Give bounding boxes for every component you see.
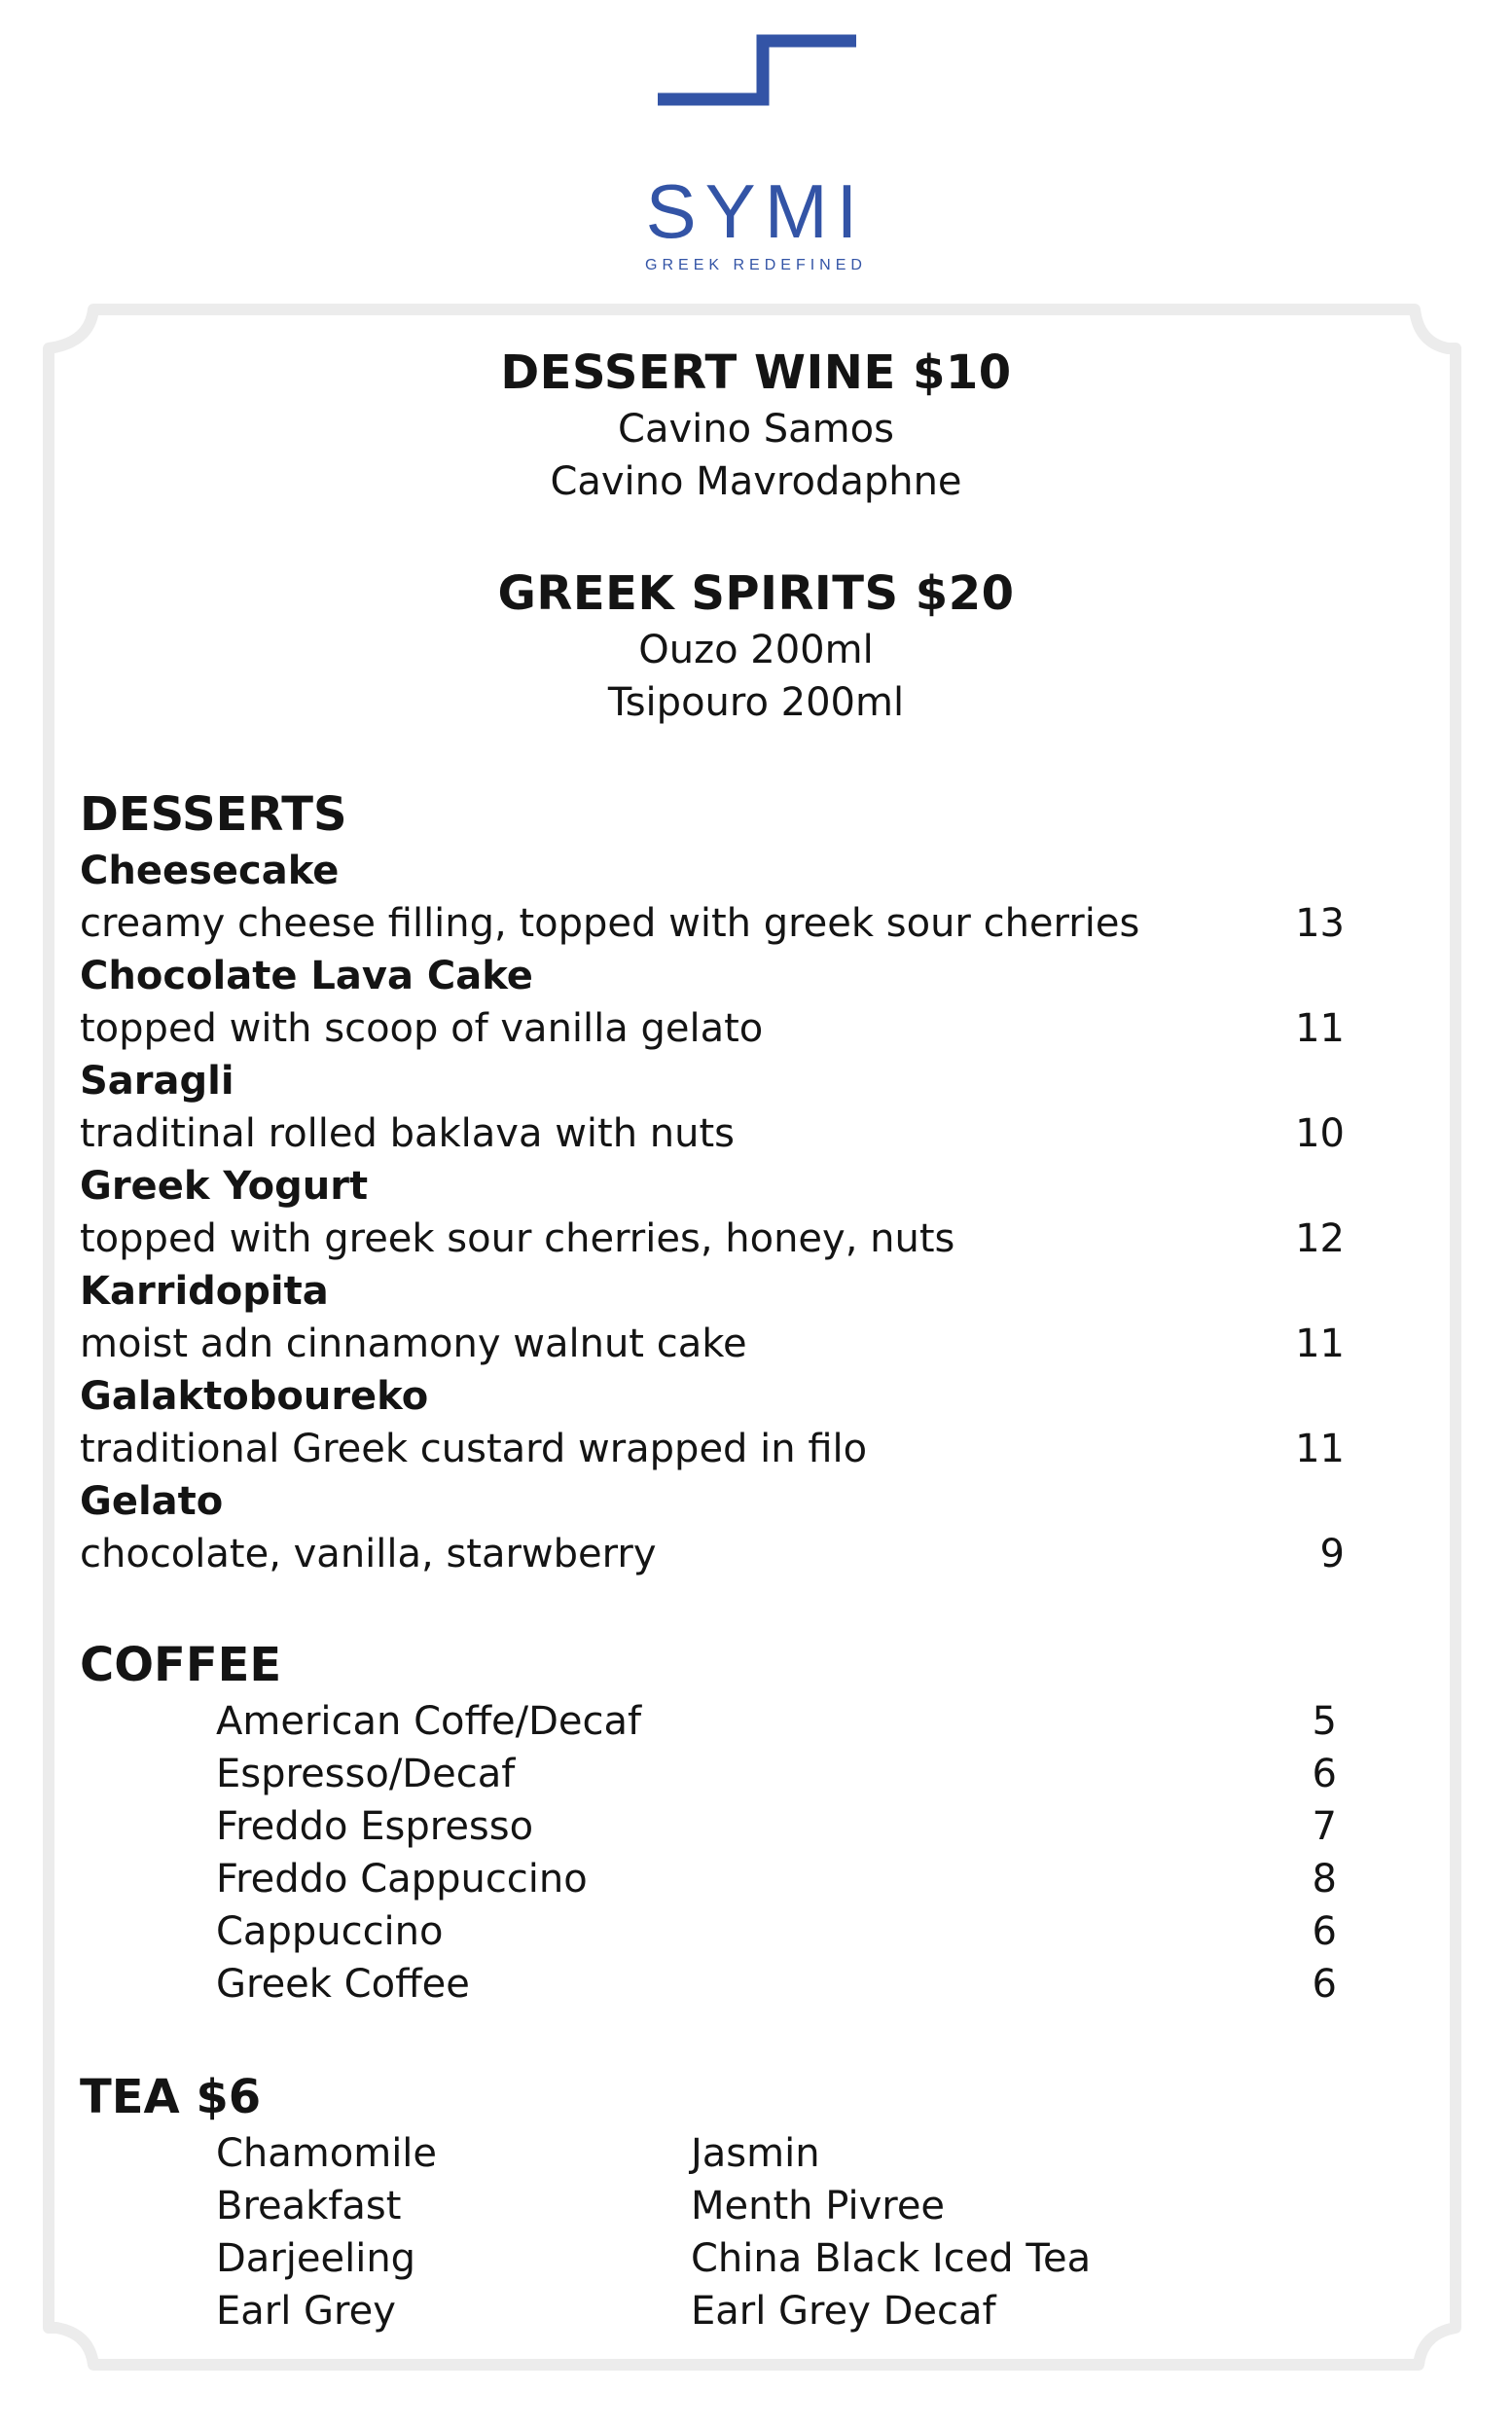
dessert-item xyxy=(80,950,1374,1055)
coffee-list xyxy=(216,1695,1374,2010)
tea-list xyxy=(216,2127,1189,2337)
coffee-item xyxy=(216,1748,1374,1800)
dessert-item xyxy=(80,1475,1374,1580)
dessert-description: topped with greek sour cherries, honey, nuts xyxy=(80,1216,955,1261)
dessert-name: Galaktoboureko xyxy=(80,1374,429,1419)
dessert-description: chocolate, vanilla, starwberry xyxy=(80,1532,657,1576)
coffee-item xyxy=(216,1905,1374,1958)
coffee-price: 8 xyxy=(1312,1857,1337,1902)
greek-spirits-section xyxy=(0,563,1512,729)
coffee-heading: COFFEE xyxy=(80,1638,282,1692)
dessert-wine-item: Cavino Mavrodaphne xyxy=(550,459,962,504)
coffee-item xyxy=(216,1695,1374,1748)
dessert-wine-heading: DESSERT WINE $10 xyxy=(500,345,1012,400)
dessert-item xyxy=(80,845,1374,950)
brand-tagline: GREEK REDEFINED xyxy=(645,257,867,273)
coffee-name: Freddo Espresso xyxy=(216,1804,534,1849)
dessert-item xyxy=(80,1055,1374,1160)
dessert-item xyxy=(80,1160,1374,1265)
tea-row xyxy=(216,2232,1189,2285)
dessert-description: traditional Greek custard wrapped in filo xyxy=(80,1427,868,1471)
tea-item: Jasmin xyxy=(691,2131,820,2176)
coffee-name: Freddo Cappuccino xyxy=(216,1857,588,1902)
brand-name: SYMI xyxy=(645,168,867,254)
dessert-description: traditinal rolled baklava with nuts xyxy=(80,1111,736,1156)
tea-item: Darjeeling xyxy=(216,2236,416,2281)
dessert-price: 11 xyxy=(1295,1427,1345,1471)
dessert-item xyxy=(80,1265,1374,1370)
dessert-name: Gelato xyxy=(80,1479,224,1524)
coffee-name: Greek Coffee xyxy=(216,1962,470,2007)
greek-spirits-heading: GREEK SPIRITS $20 xyxy=(497,566,1015,621)
tea-item: Earl Grey xyxy=(216,2289,396,2334)
tea-row xyxy=(216,2180,1189,2232)
dessert-name: Cheesecake xyxy=(80,849,340,893)
greek-spirits-item: Tsipouro 200ml xyxy=(607,680,905,725)
tea-item: China Black Iced Tea xyxy=(691,2236,1092,2281)
coffee-price: 7 xyxy=(1312,1804,1337,1849)
dessert-description: moist adn cinnamony walnut cake xyxy=(80,1322,747,1366)
tea-heading: TEA $6 xyxy=(80,2070,262,2124)
tea-item: Earl Grey Decaf xyxy=(691,2289,996,2334)
coffee-name: Espresso/Decaf xyxy=(216,1752,516,1796)
coffee-name: American Coffe/Decaf xyxy=(216,1699,642,1744)
dessert-price: 9 xyxy=(1319,1532,1345,1576)
coffee-price: 6 xyxy=(1312,1752,1337,1796)
dessert-wine-item: Cavino Samos xyxy=(618,407,894,452)
dessert-item xyxy=(80,1370,1374,1475)
greek-spirits-item: Ouzo 200ml xyxy=(638,628,874,672)
tea-item: Menth Pivree xyxy=(691,2184,946,2228)
tea-item: Chamomile xyxy=(216,2131,438,2176)
dessert-price: 13 xyxy=(1295,901,1345,946)
coffee-name: Cappuccino xyxy=(216,1909,444,1954)
dessert-description: topped with scoop of vanilla gelato xyxy=(80,1006,764,1051)
tea-row xyxy=(216,2127,1189,2180)
coffee-price: 5 xyxy=(1312,1699,1337,1744)
coffee-price: 6 xyxy=(1312,1962,1337,2007)
tea-row xyxy=(216,2285,1189,2337)
dessert-description: creamy cheese filling, topped with greek sour cherries xyxy=(80,901,1140,946)
coffee-item xyxy=(216,1800,1374,1853)
desserts-heading: DESSERTS xyxy=(80,787,347,842)
dessert-name: Saragli xyxy=(80,1059,234,1104)
desserts-list xyxy=(80,845,1374,1580)
dessert-price: 11 xyxy=(1295,1006,1345,1051)
dessert-name: Karridopita xyxy=(80,1269,329,1314)
tea-item: Breakfast xyxy=(216,2184,402,2228)
coffee-price: 6 xyxy=(1312,1909,1337,1954)
coffee-item xyxy=(216,1958,1374,2010)
dessert-price: 11 xyxy=(1295,1322,1345,1366)
dessert-price: 12 xyxy=(1295,1216,1345,1261)
dessert-wine-section xyxy=(0,343,1512,508)
coffee-item xyxy=(216,1853,1374,1905)
dessert-price: 10 xyxy=(1295,1111,1345,1156)
dessert-name: Chocolate Lava Cake xyxy=(80,954,533,998)
dessert-name: Greek Yogurt xyxy=(80,1164,369,1209)
